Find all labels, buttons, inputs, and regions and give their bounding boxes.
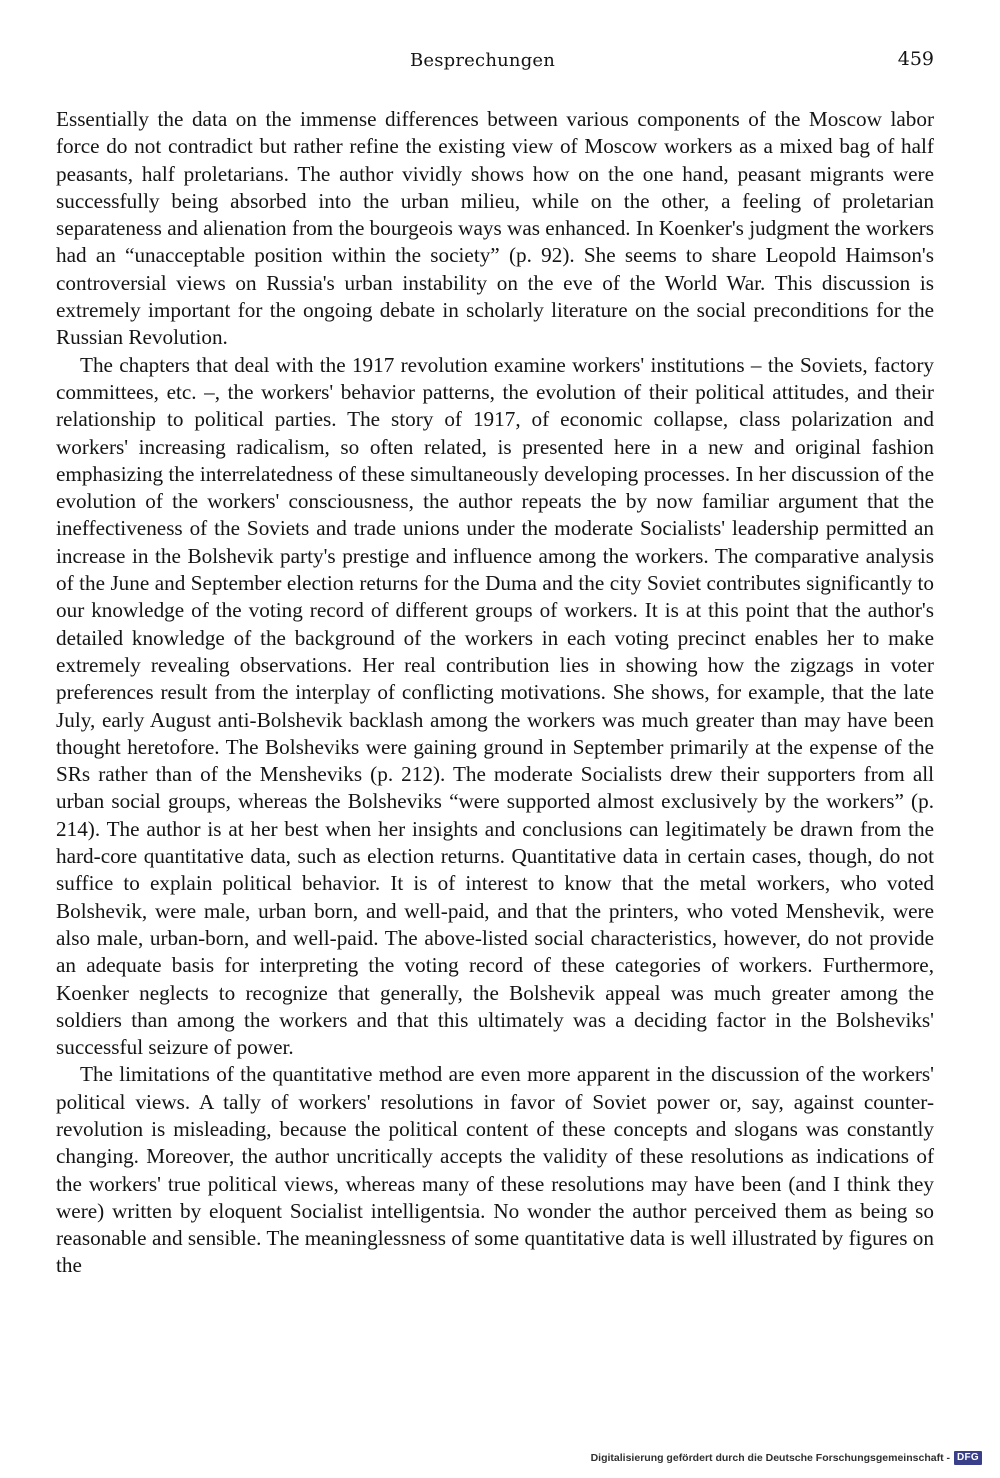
dfg-logo: DFG xyxy=(954,1451,982,1465)
paragraph-2: The chapters that deal with the 1917 revolution examine workers' institutions – the Soviets, factory committees, etc. –, the workers' behavior patterns, the evolution of their political attitudes, and their relationship to political parties. The story of 1917, of economic collapse, class polarization and workers' increasing radicalism, so often related, is presented here in a new and original fashion emphasizing the interrelatedness of these simultaneously developing processes. In her discussion of the evolution of the workers' consciousness, the author repeats the by now familiar argument that the ineffectiveness of the Soviets and trade unions under the moderate Socialists' leadership permitted an increase in the Bolshevik party's prestige and influence among the workers. The comparative analysis of the June and September election returns for the Duma and the city Soviet contributes significantly to our knowledge of the voting record of different groups of workers. It is at this point that the author's detailed knowledge of the background of the workers in each voting precinct enables her to make extremely revealing observations. Her real contribution lies in showing how the zigzags in voter preferences result from the interplay of conflicting motivations. She shows, for example, that the late July, early August anti-Bolshevik backlash among the workers was much greater than may have been thought heretofore. The Bolsheviks were gaining ground in September primarily at the expense of the SRs rather than of the Mensheviks (p. 212). The moderate Socialists drew their supporters from all urban social groups, whereas the Bolsheviks “were supported almost exclusively by the workers” (p. 214). The author is at her best when her insights and conclusions can legitimately be drawn from the hard-core quantitative data, such as election returns. Quantitative data in certain cases, though, do not suffice to explain political behavior. It is of interest to know that the metal workers, who voted Bolshevik, were male, urban born, and well-paid, and that the printers, who voted Menshevik, were also male, urban-born, and well-paid. The above-listed social characteristics, however, do not provide an adequate basis for interpreting the voting record of these categories of workers. Furthermore, Koenker neglects to recognize that generally, the Bolshevik appeal was much greater among the soldiers than among the workers and that this ultimately was a deciding factor in the Bolsheviks' successful seizure of power. xyxy=(56,352,934,1060)
page-number: 459 xyxy=(897,48,934,70)
running-title: Besprechungen xyxy=(409,50,556,71)
digitization-credit: Digitalisierung gefördert durch die Deutsche Forschungsgemeinschaft - xyxy=(590,1452,950,1464)
body-text xyxy=(56,106,934,1280)
digitization-footer xyxy=(591,1450,982,1466)
paragraph-3: The limitations of the quantitative method are even more apparent in the discussion of the workers' political views. A tally of workers' resolutions in favor of Soviet power or, say, against counter-revolution is misleading, because the political content of these concepts and slogans was constantly changing. Moreover, the author uncritically accepts the validity of these resolutions as indications of the workers' true political views, whereas many of these resolutions may have been (and I think they were) written by eloquent Socialist intelligentsia. No wonder the author perceived them as being so reasonable and sensible. The meaninglessness of some quantitative data is well illustrated by figures on the xyxy=(56,1062,934,1278)
paragraph-1: Essentially the data on the immense differences between various components of the Moscow labor force do not contradict but rather refine the existing view of Moscow workers as a mixed bag of half peasants, half proletarians. The author vividly shows how on the one hand, peasant migrants were successfully being absorbed into the urban milieu, while on the other, a feeling of proletarian separateness and alienation from the bourgeois ways was enhanced. In Koenker's judgment the workers had an “unacceptable position within the society” (p. 92). She seems to share Leopold Haimson's controversial views on Russia's urban instability on the eve of the World War. This discussion is extremely important for the ongoing debate in scholarly literature on the social preconditions for the Russian Revolution. xyxy=(56,107,934,350)
running-head xyxy=(0,50,1000,80)
